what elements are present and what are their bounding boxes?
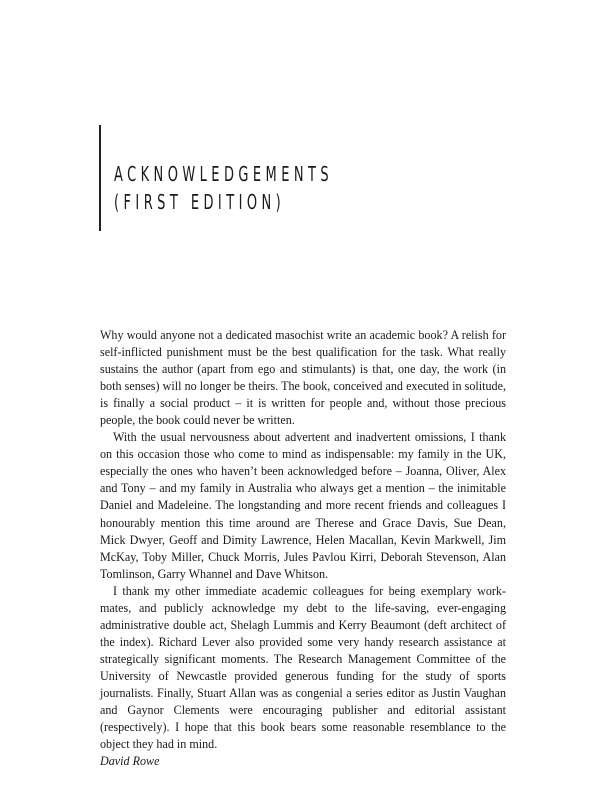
page-title-line-1: ACKNOWLEDGEMENTS: [114, 162, 334, 186]
paragraph-2: With the usual nervousness about advertent and inadvertent omissions, I thank on this occasion those who come to mind as indispensable: my family in the UK, especially the ones who haven’t been acknowledged before – Joanna, Oliver, Alex and Tony – and my family in Australia who always get a mention – the inimitable Daniel and Madeleine. The longstanding and more recent friends and colleagues I honourably mention this time around are Therese and Grace Davis, Sue Dean, Mick Dwyer, Geoff and Dimity Lawrence, Helen Macallan, Kevin Markwell, Jim McKay, Toby Miller, Chuck Morris, Jules Pavlou Kirri, Deborah Stevenson, Alan Tomlinson, Garry Whannel and Dave Whitson.: [100, 430, 506, 581]
acknowledgements-body: [100, 327, 506, 770]
paragraph-1: Why would anyone not a dedicated masochist write an academic book? A relish for self-inflicted punishment must be the best qualification for the task. What really sustains the author (apart from ego and stimulants) is that, one day, the work (in both senses) will no longer be theirs. The book, conceived and executed in solitude, is finally a social product – it is written for people and, without those precious people, the book could never be written.: [100, 328, 506, 428]
paragraph-3: I thank my other immediate academic colleagues for being exemplary work-mates, and publicly acknowledge my debt to the life-saving, ever-engaging administrative double act, Shelagh Lummis and Kerry Beaumont (deft architect of the index). Richard Lever also provided some very handy research assistance at strategically significant moments. The Research Management Committee of the University of Newcastle provided generous funding for the study of sports journalists. Finally, Stuart Allan was as congenial a series editor as Justin Vaughan and Gaynor Clements were encouraging publisher and editorial assistant (respectively). I hope that this book bears some reasonable resemblance to the object they had in mind.: [100, 583, 506, 752]
page-title: [114, 160, 333, 216]
author-signature: David Rowe: [100, 754, 160, 769]
heading-rule: [99, 125, 101, 231]
page-title-line-2: (FIRST EDITION): [114, 190, 286, 214]
